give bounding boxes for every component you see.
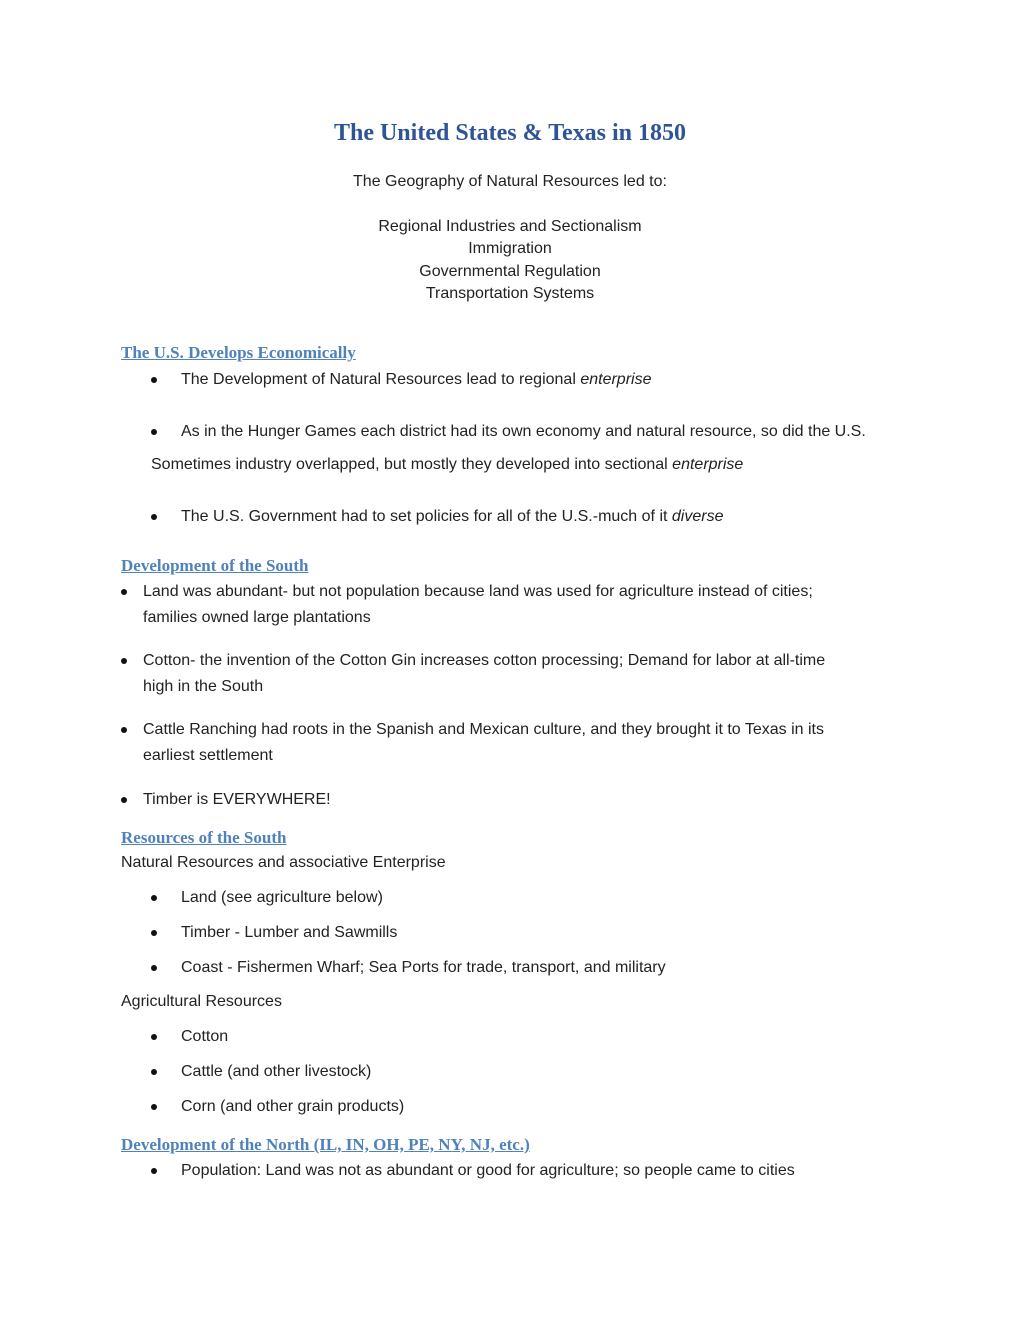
list-item: Cattle Ranching had roots in the Spanish and Mexican culture, and they brought it to Texas in its bbox=[143, 721, 824, 738]
intro-lead: The Geography of Natural Resources led to: bbox=[353, 173, 667, 190]
section-heading-north-development: Development of the North (IL, IN, OH, PE, NY, NJ, etc.) bbox=[121, 1135, 530, 1154]
list-item: Land (see agriculture below) bbox=[181, 889, 383, 906]
subheading: Agricultural Resources bbox=[121, 993, 282, 1010]
list-item: Corn (and other grain products) bbox=[181, 1098, 405, 1115]
bullet-dot bbox=[151, 1104, 157, 1110]
list-item-continuation: earliest settlement bbox=[143, 747, 273, 764]
bullet-dot bbox=[151, 965, 157, 971]
bullet-dot bbox=[121, 727, 127, 733]
page-title: The United States & Texas in 1850 bbox=[333, 120, 687, 146]
bullet-dot bbox=[151, 377, 157, 383]
list-item-continuation: Sometimes industry overlapped, but mostly they developed into sectional enterprise bbox=[151, 456, 744, 473]
list-item: Population: Land was not as abundant or good for agriculture; so people came to cities bbox=[181, 1162, 795, 1179]
intro-item: Transportation Systems bbox=[425, 285, 595, 302]
bullet-dot bbox=[151, 1034, 157, 1040]
list-item: Cotton- the invention of the Cotton Gin increases cotton processing; Demand for labor at all-time bbox=[143, 652, 826, 669]
bullet-dot bbox=[121, 658, 127, 664]
section-heading-south-resources: Resources of the South bbox=[121, 828, 287, 847]
list-item: Land was abundant- but not population because land was used for agriculture instead of cities; bbox=[143, 583, 813, 600]
intro-item: Immigration bbox=[468, 240, 552, 257]
list-item: Cotton bbox=[181, 1028, 229, 1045]
subheading: Natural Resources and associative Enterprise bbox=[121, 854, 446, 871]
intro-item: Governmental Regulation bbox=[419, 263, 601, 280]
list-item: As in the Hunger Games each district had its own economy and natural resource, so did the U.S. bbox=[181, 423, 866, 440]
list-item: Coast - Fishermen Wharf; Sea Ports for trade, transport, and military bbox=[181, 959, 666, 976]
list-item: Cattle (and other livestock) bbox=[181, 1063, 372, 1080]
bullet-dot bbox=[151, 895, 157, 901]
bullet-dot bbox=[151, 930, 157, 936]
section-heading-south-development: Development of the South bbox=[121, 556, 309, 575]
section-heading-us-economy: The U.S. Develops Economically bbox=[121, 343, 356, 362]
list-item: The U.S. Government had to set policies for all of the U.S.-much of it diverse bbox=[181, 508, 724, 525]
list-item: Timber is EVERYWHERE! bbox=[143, 791, 331, 808]
intro-item: Regional Industries and Sectionalism bbox=[378, 218, 642, 235]
bullet-dot bbox=[121, 797, 127, 803]
list-item: The Development of Natural Resources lead to regional enterprise bbox=[181, 371, 652, 388]
list-item: Timber - Lumber and Sawmills bbox=[181, 924, 398, 941]
bullet-dot bbox=[121, 589, 127, 595]
list-item-continuation: high in the South bbox=[143, 678, 264, 695]
bullet-dot bbox=[151, 514, 157, 520]
bullet-dot bbox=[151, 1069, 157, 1075]
bullet-dot bbox=[151, 1168, 157, 1174]
list-item-continuation: families owned large plantations bbox=[143, 609, 371, 626]
bullet-dot bbox=[151, 429, 157, 435]
